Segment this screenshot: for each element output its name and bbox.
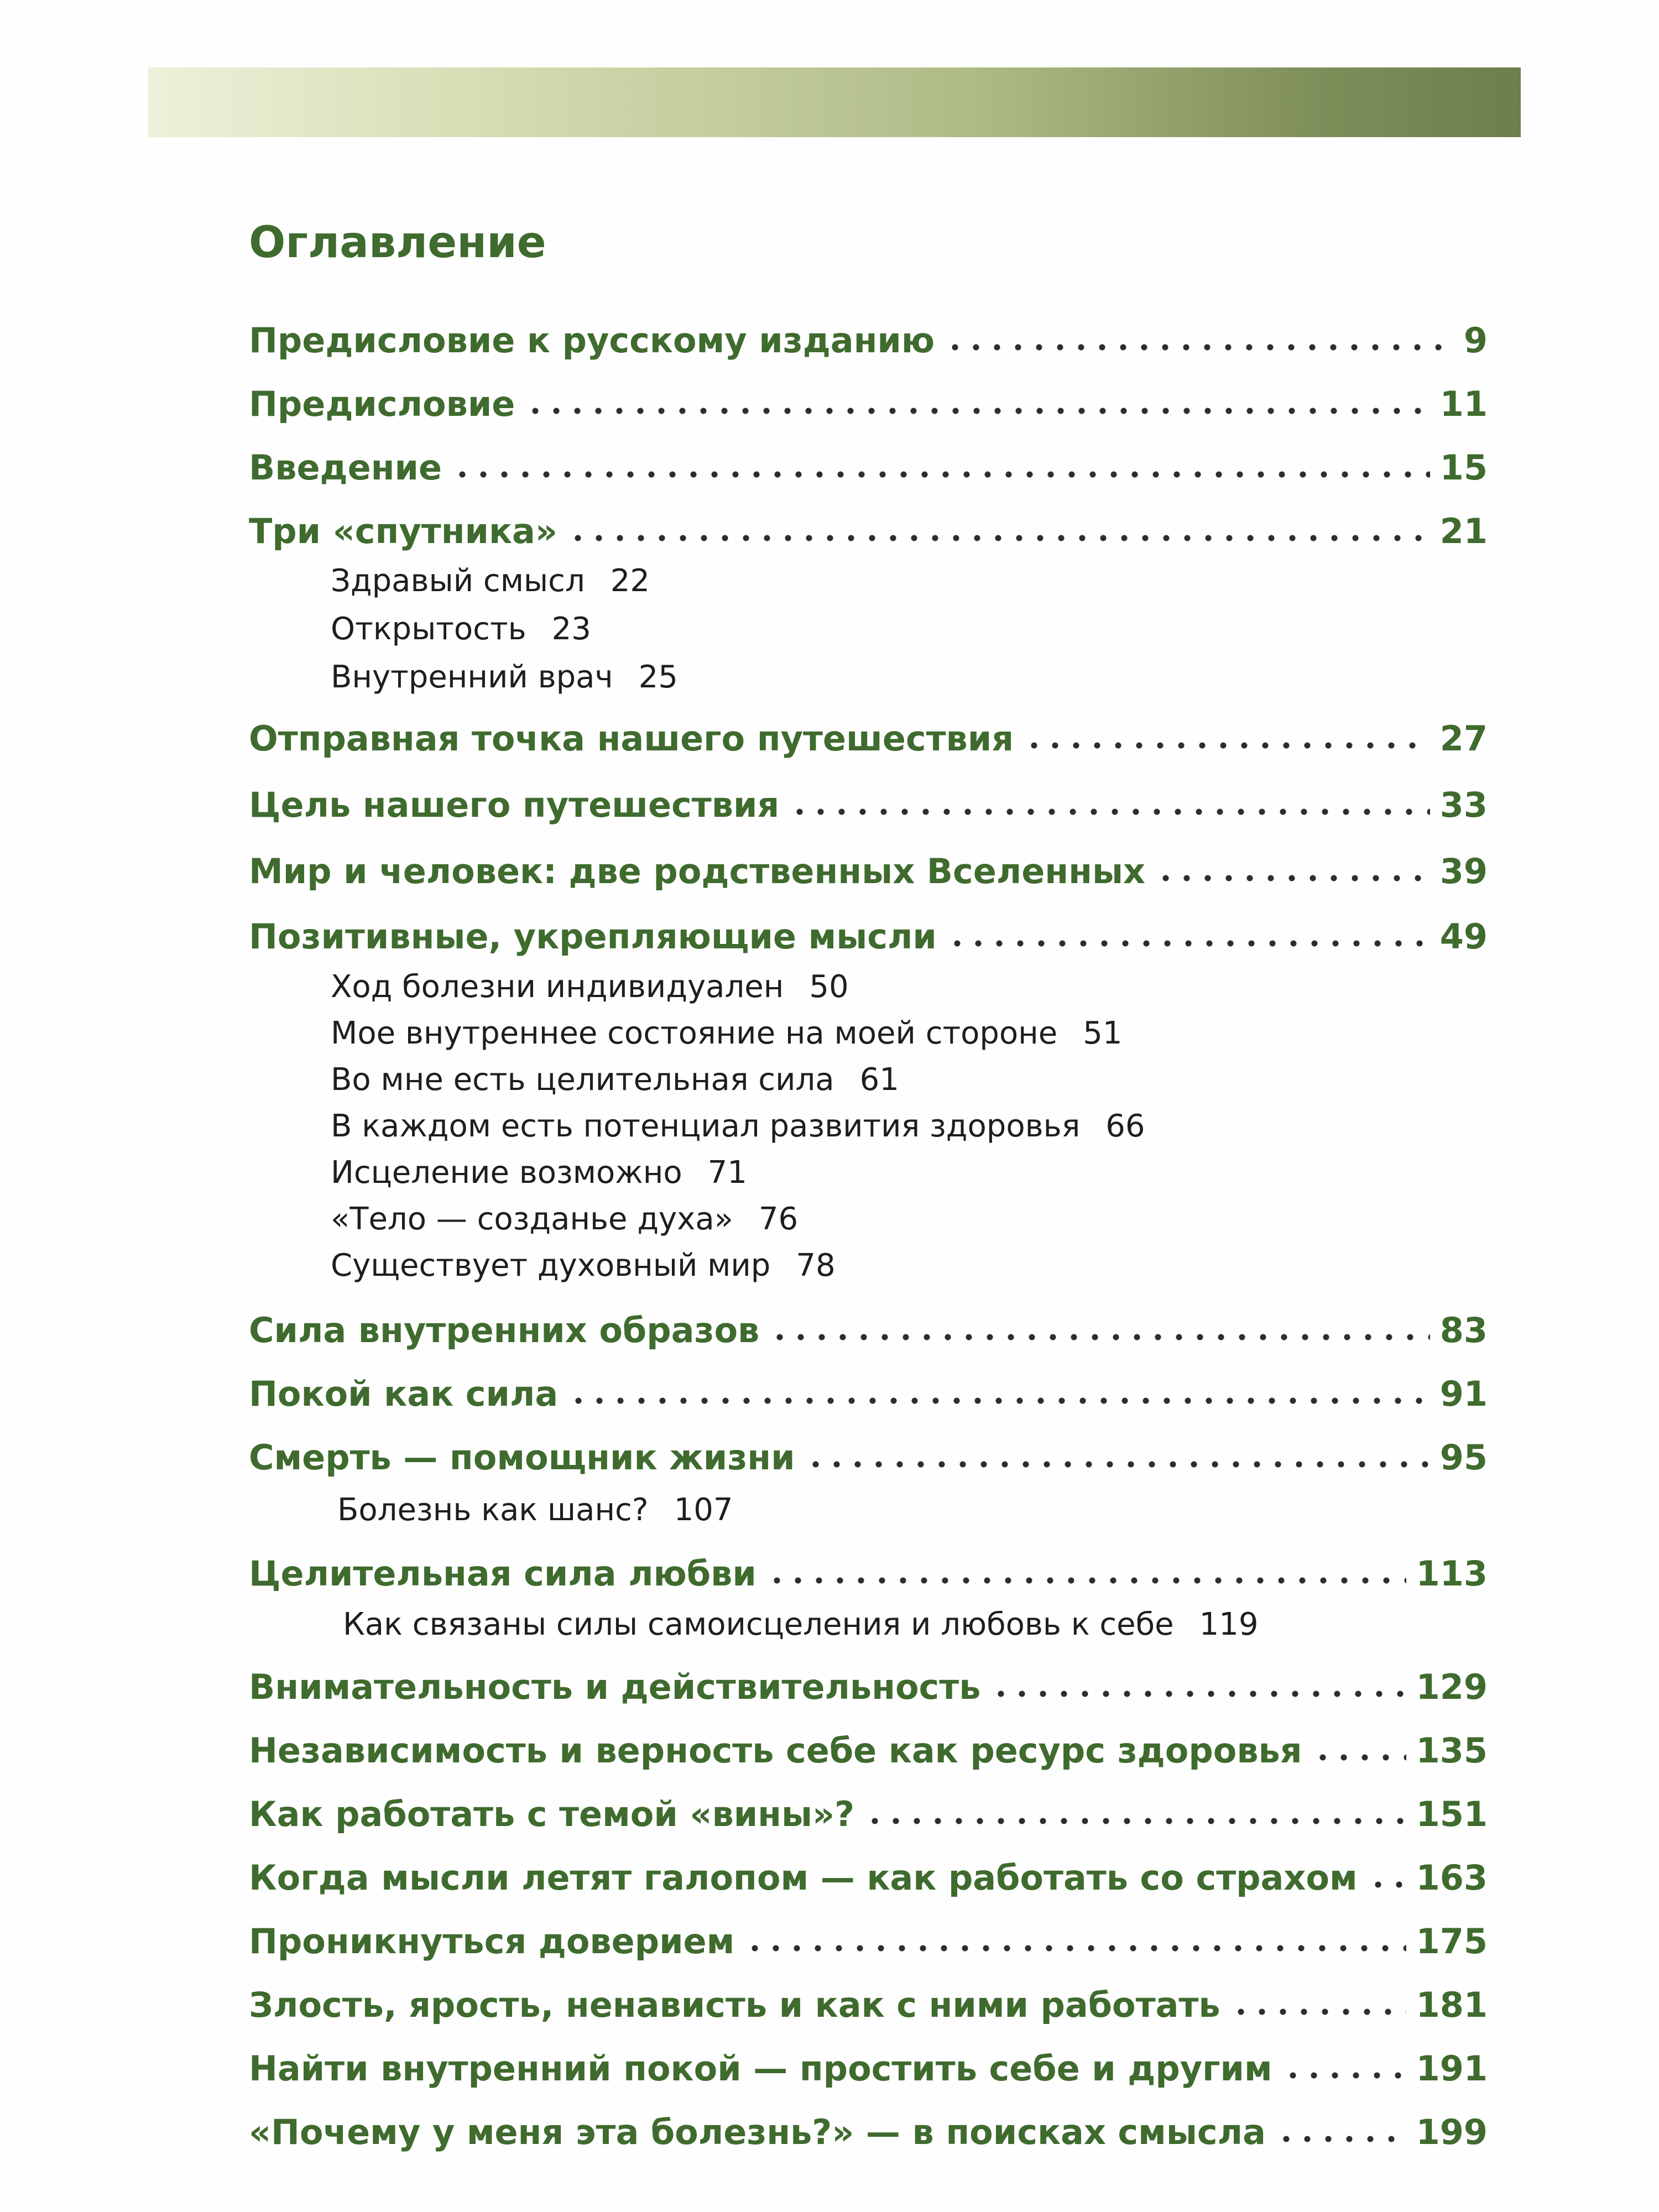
toc-subentry xyxy=(331,659,678,695)
toc-subentry-page: 119 xyxy=(1199,1606,1259,1642)
toc-subentry-page: 107 xyxy=(674,1492,733,1528)
toc-subentry-label: Во мне есть целительная сила xyxy=(331,1062,834,1098)
toc-entry-page: 11 xyxy=(1439,384,1488,424)
dot-leader xyxy=(805,1460,1430,1468)
dot-leader xyxy=(769,1333,1430,1341)
toc-subentry-page: 22 xyxy=(610,563,650,599)
dot-leader xyxy=(1282,2072,1406,2079)
toc-entry xyxy=(249,447,1488,488)
dot-leader xyxy=(1155,874,1430,882)
toc-subentry-label: Болезнь как шанс? xyxy=(337,1492,649,1528)
toc-subentry-label: В каждом есть потенциал развития здоровья xyxy=(331,1108,1081,1144)
toc-subentry-page: 50 xyxy=(809,969,849,1005)
toc-entry-page: 21 xyxy=(1439,511,1488,551)
toc-entry-page: 27 xyxy=(1439,718,1488,759)
toc-subentry-page: 66 xyxy=(1105,1108,1145,1144)
toc-entry-page: 181 xyxy=(1416,1985,1488,2025)
toc-subentry-page: 25 xyxy=(638,659,678,695)
toc-subentry-page: 76 xyxy=(758,1201,799,1237)
toc-entry-page: 15 xyxy=(1439,447,1488,488)
toc-entry-page: 91 xyxy=(1439,1374,1488,1414)
toc-entry-page: 113 xyxy=(1416,1553,1488,1594)
toc-entry xyxy=(249,851,1488,891)
toc-entry xyxy=(249,1553,1488,1594)
toc-subentry xyxy=(331,1015,1123,1051)
toc-entry-page: 129 xyxy=(1416,1667,1488,1707)
toc-entry-page: 191 xyxy=(1416,2048,1488,2089)
dot-leader xyxy=(1368,1881,1406,1888)
toc-entry-page: 9 xyxy=(1463,320,1488,361)
toc-entry-page: 175 xyxy=(1416,1921,1488,1961)
toc-entry xyxy=(249,2048,1488,2089)
toc-subentry xyxy=(337,1492,733,1528)
toc-subentry xyxy=(331,969,849,1005)
toc-entry-label: Найти внутренний покой — простить себе и другим xyxy=(249,2048,1272,2089)
toc-entry-label: Внимательность и действительность xyxy=(249,1667,981,1707)
toc-entry-label: Предисловие к русскому изданию xyxy=(249,320,935,361)
toc-subentry xyxy=(331,1201,799,1237)
dot-leader xyxy=(945,343,1454,351)
toc-entry-page: 95 xyxy=(1439,1437,1488,1478)
toc-subentry xyxy=(331,1155,747,1191)
toc-entry xyxy=(249,320,1488,361)
dot-leader xyxy=(864,1817,1406,1825)
dot-leader xyxy=(567,534,1430,542)
toc-subentry-page: 23 xyxy=(551,611,591,647)
toc-entry-label: Целительная сила любви xyxy=(249,1553,757,1594)
toc-entry-label: Злость, ярость, ненависть и как с ними работать xyxy=(249,1985,1220,2025)
toc-entry xyxy=(249,1794,1488,1834)
toc-entry-label: «Почему у меня эта болезнь?» — в поисках смысла xyxy=(249,2112,1266,2152)
dot-leader xyxy=(568,1397,1430,1405)
toc-entry-label: Введение xyxy=(249,447,442,488)
toc-entry-label: Предисловие xyxy=(249,384,515,424)
dot-leader xyxy=(766,1577,1406,1584)
dot-leader xyxy=(1276,2135,1406,2143)
dot-leader xyxy=(1024,742,1430,749)
toc-entry-page: 83 xyxy=(1439,1310,1488,1350)
dot-leader xyxy=(452,471,1430,478)
toc-subentry xyxy=(331,1062,899,1098)
toc-entry xyxy=(249,1437,1488,1478)
toc-entry-label: Покой как сила xyxy=(249,1374,559,1414)
toc-subentry xyxy=(331,611,591,647)
toc-entry xyxy=(249,785,1488,825)
toc-subentry xyxy=(331,1248,836,1284)
toc-entry xyxy=(249,511,1488,551)
toc-entry-page: 151 xyxy=(1416,1794,1488,1834)
dot-leader xyxy=(1312,1754,1406,1761)
toc-subentry-label: Внутренний врач xyxy=(331,659,613,695)
toc-subentry-label: Открытость xyxy=(331,611,526,647)
toc-subentry-label: «Тело — созданье духа» xyxy=(331,1201,733,1237)
header-color-bar xyxy=(148,67,1521,137)
toc-subentry-label: Исцеление возможно xyxy=(331,1155,682,1191)
dot-leader xyxy=(525,407,1430,415)
toc-subentry xyxy=(343,1606,1259,1642)
toc-entry xyxy=(249,916,1488,957)
toc-title: Оглавление xyxy=(249,218,546,268)
toc-entry-label: Смерть — помощник жизни xyxy=(249,1437,795,1478)
toc-subentry xyxy=(331,563,650,599)
dot-leader xyxy=(990,1690,1406,1698)
toc-entry-label: Независимость и верность себе как ресурс здоровья xyxy=(249,1730,1302,1771)
toc-entry xyxy=(249,1921,1488,1961)
toc-entry xyxy=(249,1667,1488,1707)
toc-entry xyxy=(249,1310,1488,1350)
toc-subentry-page: 71 xyxy=(707,1155,747,1191)
toc-entry-page: 49 xyxy=(1439,916,1488,957)
toc-subentry-label: Мое внутреннее состояние на моей стороне xyxy=(331,1015,1058,1051)
toc-entry-label: Три «спутника» xyxy=(249,511,557,551)
toc-entry xyxy=(249,718,1488,759)
toc-entry-label: Позитивные, укрепляющие мысли xyxy=(249,916,937,957)
toc-entry-label: Как работать с темой «вины»? xyxy=(249,1794,855,1834)
toc-entry-page: 199 xyxy=(1416,2112,1488,2152)
toc-entry-label: Проникнуться доверием xyxy=(249,1921,735,1961)
dot-leader xyxy=(744,1944,1406,1952)
toc-subentry-page: 78 xyxy=(796,1248,836,1284)
toc-entry-label: Цель нашего путешествия xyxy=(249,785,780,825)
toc-entry-page: 33 xyxy=(1439,785,1488,825)
toc-entry-page: 135 xyxy=(1416,1730,1488,1771)
toc-subentry-label: Ход болезни индивидуален xyxy=(331,969,784,1005)
toc-entry-page: 39 xyxy=(1439,851,1488,891)
dot-leader xyxy=(789,808,1430,816)
toc-entry xyxy=(249,1985,1488,2025)
toc-subentry-label: Здравый смысл xyxy=(331,563,585,599)
toc-entry-label: Отправная точка нашего путешествия xyxy=(249,718,1014,759)
toc-entry xyxy=(249,1730,1488,1771)
toc-entry-label: Когда мысли летят галопом — как работать со страхом xyxy=(249,1858,1358,1898)
toc-entry xyxy=(249,1858,1488,1898)
toc-entry xyxy=(249,2112,1488,2152)
toc-subentry-label: Существует духовный мир xyxy=(331,1248,771,1284)
toc-entry xyxy=(249,384,1488,424)
toc-entry-label: Сила внутренних образов xyxy=(249,1310,760,1350)
toc-subentry-page: 61 xyxy=(859,1062,899,1098)
dot-leader xyxy=(947,940,1430,947)
toc-subentry xyxy=(331,1108,1145,1144)
toc-subentry-page: 51 xyxy=(1083,1015,1123,1051)
dot-leader xyxy=(1230,2008,1406,2016)
toc-entry-page: 163 xyxy=(1416,1858,1488,1898)
toc-entry-label: Мир и человек: две родственных Вселенных xyxy=(249,851,1146,891)
toc-subentry-label: Как связаны силы самоисцеления и любовь к себе xyxy=(343,1606,1174,1642)
toc-entry xyxy=(249,1374,1488,1414)
